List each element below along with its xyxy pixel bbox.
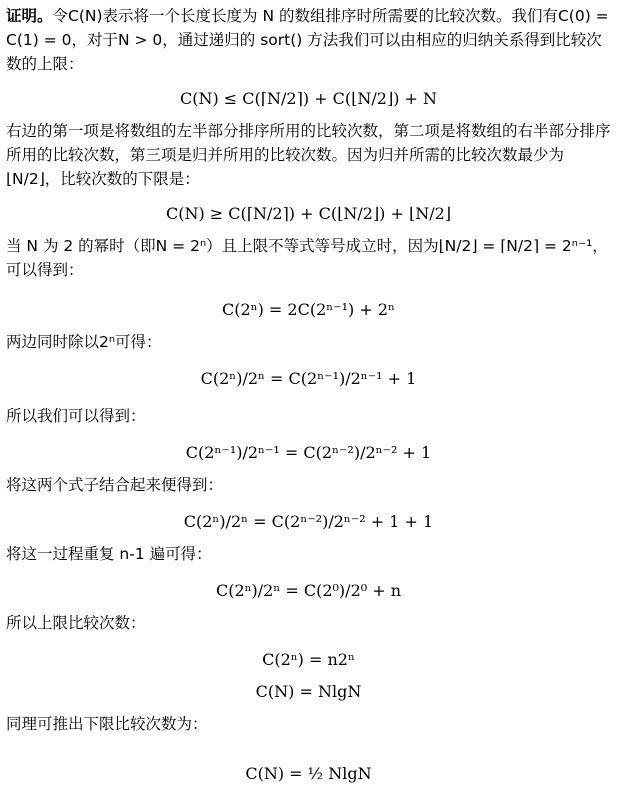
lower-count-paragraph: 同理可推出下限比较次数为： <box>6 715 208 733</box>
power-recurrence-equation: C(2ⁿ) = 2C(2ⁿ⁻¹) + 2ⁿ <box>222 300 395 319</box>
proof-label: 证明。 <box>6 7 53 25</box>
divide-paragraph: 两边同时除以2ⁿ可得： <box>6 333 162 351</box>
explanation-paragraph: 右边的第一项是将数组的左半部分排序所用的比较次数，第二项是将数组的右半部分排序所用的比较次数，第三项是归并所用的比较次数。因为归并所需的比较次数最少为⌊N/2⌋，比较次数的下限是： <box>6 122 611 188</box>
lower-count-equation: C(N) = ½ NlgN <box>245 764 372 783</box>
combine-paragraph: 将这两个式子结合起来便得到： <box>6 476 224 494</box>
combined-equation: C(2ⁿ)/2ⁿ = C(2ⁿ⁻²)/2ⁿ⁻² + 1 + 1 <box>183 512 434 531</box>
so-we-get-paragraph: 所以我们可以得到： <box>6 407 146 425</box>
proof-intro-text: 令C(N)表示将一个长度长度为 N 的数组排序时所需要的比较次数。我们有C(0) = C(1) = 0，对于N > 0，通过递归的 sort() 方法我们可以由相应的归纳关系得到比较次数的上限： <box>6 7 609 73</box>
power-of-two-paragraph: 当 N 为 2 的幂时（即N = 2ⁿ）且上限不等式等号成立时，因为⌊N/2⌋ = ⌈N/2⌉ = 2ⁿ⁻¹，可以得到： <box>6 237 608 279</box>
repeat-paragraph: 将这一过程重复 n-1 遍可得： <box>6 545 212 563</box>
upper-count-paragraph: 所以上限比较次数： <box>6 614 146 632</box>
proof-intro-paragraph <box>6 4 611 76</box>
divided-equation: C(2ⁿ)/2ⁿ = C(2ⁿ⁻¹)/2ⁿ⁻¹ + 1 <box>200 369 417 388</box>
shifted-equation: C(2ⁿ⁻¹)/2ⁿ⁻¹ = C(2ⁿ⁻²)/2ⁿ⁻² + 1 <box>185 443 432 462</box>
repeated-equation: C(2ⁿ)/2ⁿ = C(2⁰)/2⁰ + n <box>215 581 402 600</box>
nlgn-equation: C(N) = NlgN <box>255 682 362 701</box>
upper-bound-recurrence: C(N) ≤ C(⌈N/2⌉) + C(⌊N/2⌋) + N <box>179 89 438 108</box>
upper-count-equation: C(2ⁿ) = n2ⁿ <box>262 650 355 669</box>
lower-bound-recurrence: C(N) ≥ C(⌈N/2⌉) + C(⌊N/2⌋) + ⌊N/2⌋ <box>165 204 452 223</box>
